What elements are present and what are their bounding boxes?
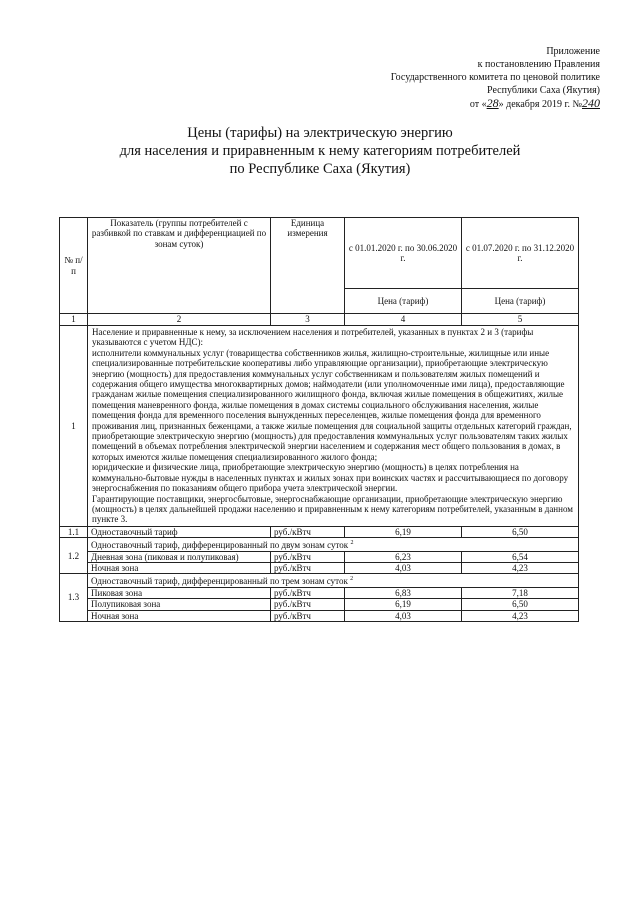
column-number: 5 — [462, 314, 579, 326]
row-heading: Одноставочный тариф, дифференцированный по трем зонам суток $^2$ — [88, 574, 579, 587]
row-name: Дневная зона (пиковая и полупиковая) — [88, 551, 271, 562]
title-line: для населения и приравненным к нему категориям потребителей — [119, 143, 521, 159]
group1-num: 1 — [60, 326, 88, 527]
title-line: Цены (тарифы) на электрическую энергию — [187, 125, 453, 141]
row-name: Одноставочный тариф — [88, 526, 271, 537]
column-number: 1 — [60, 314, 88, 326]
header-price2: Цена (тариф) — [462, 289, 579, 314]
handwritten-number: 240 — [582, 96, 600, 110]
column-numbers-row — [60, 314, 579, 326]
row-num: 1.1 — [60, 526, 88, 537]
title-line: по Республике Саха (Якутия) — [229, 161, 411, 177]
row-unit: руб./кВтч — [271, 562, 345, 573]
row-heading: Одноставочный тариф, дифференцированный по двум зонам суток $^2$ — [88, 538, 579, 551]
group1-description — [88, 326, 579, 527]
group1-row — [60, 326, 579, 527]
header-num: № п/п — [60, 218, 88, 314]
header-row — [60, 218, 579, 289]
row-num: 1.3 — [60, 574, 88, 622]
row-value1: 4,03 — [345, 562, 462, 573]
description-paragraph: юридические и физические лица, приобретающие электрическую энергию (мощность) в целях потребления на коммунально-бытовые нужды в населенных пунктах и жилых зонах при воинских частях и рассчитывающиеся по договору энергоснабжения по показаниям общего прибора учета электрической энергии. — [92, 462, 569, 494]
row-value2: 6,54 — [462, 551, 579, 562]
header-period1: с 01.01.2020 г. по 30.06.2020 г. — [345, 218, 462, 289]
header-price1: Цена (тариф) — [345, 289, 462, 314]
table-row — [60, 551, 579, 562]
table-row — [60, 574, 579, 587]
approval-line: Государственного комитета по ценовой политике — [390, 72, 600, 83]
row-unit: руб./кВтч — [271, 526, 345, 537]
document-title — [0, 124, 640, 178]
table-row — [60, 587, 579, 598]
table-row — [60, 599, 579, 610]
row-name: Ночная зона — [88, 562, 271, 573]
column-number: 2 — [88, 314, 271, 326]
row-name: Пиковая зона — [88, 587, 271, 598]
row-unit: руб./кВтч — [271, 610, 345, 621]
row-value1: 4,03 — [345, 610, 462, 621]
approval-date: от «28» декабря 2019 г. №240 — [469, 96, 600, 110]
row-value2: 4,23 — [462, 562, 579, 573]
handwritten-day: 28 — [486, 96, 499, 110]
table-row — [60, 538, 579, 551]
approval-line: к постановлению Правления — [477, 59, 600, 70]
approval-line: Приложение — [546, 46, 600, 57]
approval-block — [300, 45, 600, 111]
description-paragraph: Гарантирующие поставщики, энергосбытовые, энергоснабжающие организации, приобретающие электрическую энергию (мощность) в целях дальнейшей продажи населению и приравненным к нему категориям потребителей, указанным в данном пункте 3. — [92, 493, 573, 525]
row-unit: руб./кВтч — [271, 587, 345, 598]
table-row — [60, 610, 579, 621]
row-value1: 6,19 — [345, 526, 462, 537]
description-paragraph: исполнители коммунальных услуг (товарищества собственников жилья, жилищно-строительные, жилищные или иные специализированные потребительские кооперативы либо управляющие организации), приобретающие электрическую энергию (мощность) для предоставления коммунальных услуг собственникам и пользователям жилых помещений и содержания общего имущества многоквартирных домов; наймодатели (или уполномоченные ими лица), предоставляющие гражданам жилые помещения специализированного жилищного фонда, включая жилые помещения в общежитиях, жилые помещения маневренного фонда, жилые помещения в домах системы социального обслуживания населения, жилые помещения фонда для временного поселения вынужденных переселенцев, жилые помещения фонда для временного проживания лиц, признанных беженцами, а также жилые помещения для социальной защиты отдельных категорий граждан, приобретающие электрическую энергию (мощность) для предоставления коммунальных услуг пользователям таких жилых помещений в объемах потребления электрической энергии населением и содержания мест общего пользования в домах, в которых имеются жилые помещения специализированного жилого фонда; — [92, 347, 572, 462]
row-value2: 4,23 — [462, 610, 579, 621]
column-number: 3 — [271, 314, 345, 326]
row-name: Ночная зона — [88, 610, 271, 621]
header-unit: Единица измерения — [271, 218, 345, 314]
column-number: 4 — [345, 314, 462, 326]
header-period2: с 01.07.2020 г. по 31.12.2020 г. — [462, 218, 579, 289]
row-name: Полупиковая зона — [88, 599, 271, 610]
row-value2: 7,18 — [462, 587, 579, 598]
footnote-mark: 2 — [350, 540, 354, 547]
table-row — [60, 526, 579, 537]
footnote-mark: 2 — [350, 576, 354, 583]
row-value2: 6,50 — [462, 599, 579, 610]
row-unit: руб./кВтч — [271, 599, 345, 610]
description-paragraph: Население и приравненные к нему, за исключением населения и потребителей, указанных в пунктах 2 и 3 (тарифы указываются с учетом НДС): — [92, 327, 534, 348]
header-indicator: Показатель (группы потребителей с разбивкой по ставкам и дифференциацией по зонам суток) — [88, 218, 271, 314]
row-value1: 6,19 — [345, 599, 462, 610]
row-value1: 6,23 — [345, 551, 462, 562]
table-row — [60, 562, 579, 573]
row-unit: руб./кВтч — [271, 551, 345, 562]
row-value2: 6,50 — [462, 526, 579, 537]
row-num: 1.2 — [60, 538, 88, 574]
tariff-table — [59, 217, 579, 622]
row-value1: 6,83 — [345, 587, 462, 598]
approval-line: Республики Саха (Якутия) — [487, 85, 600, 96]
